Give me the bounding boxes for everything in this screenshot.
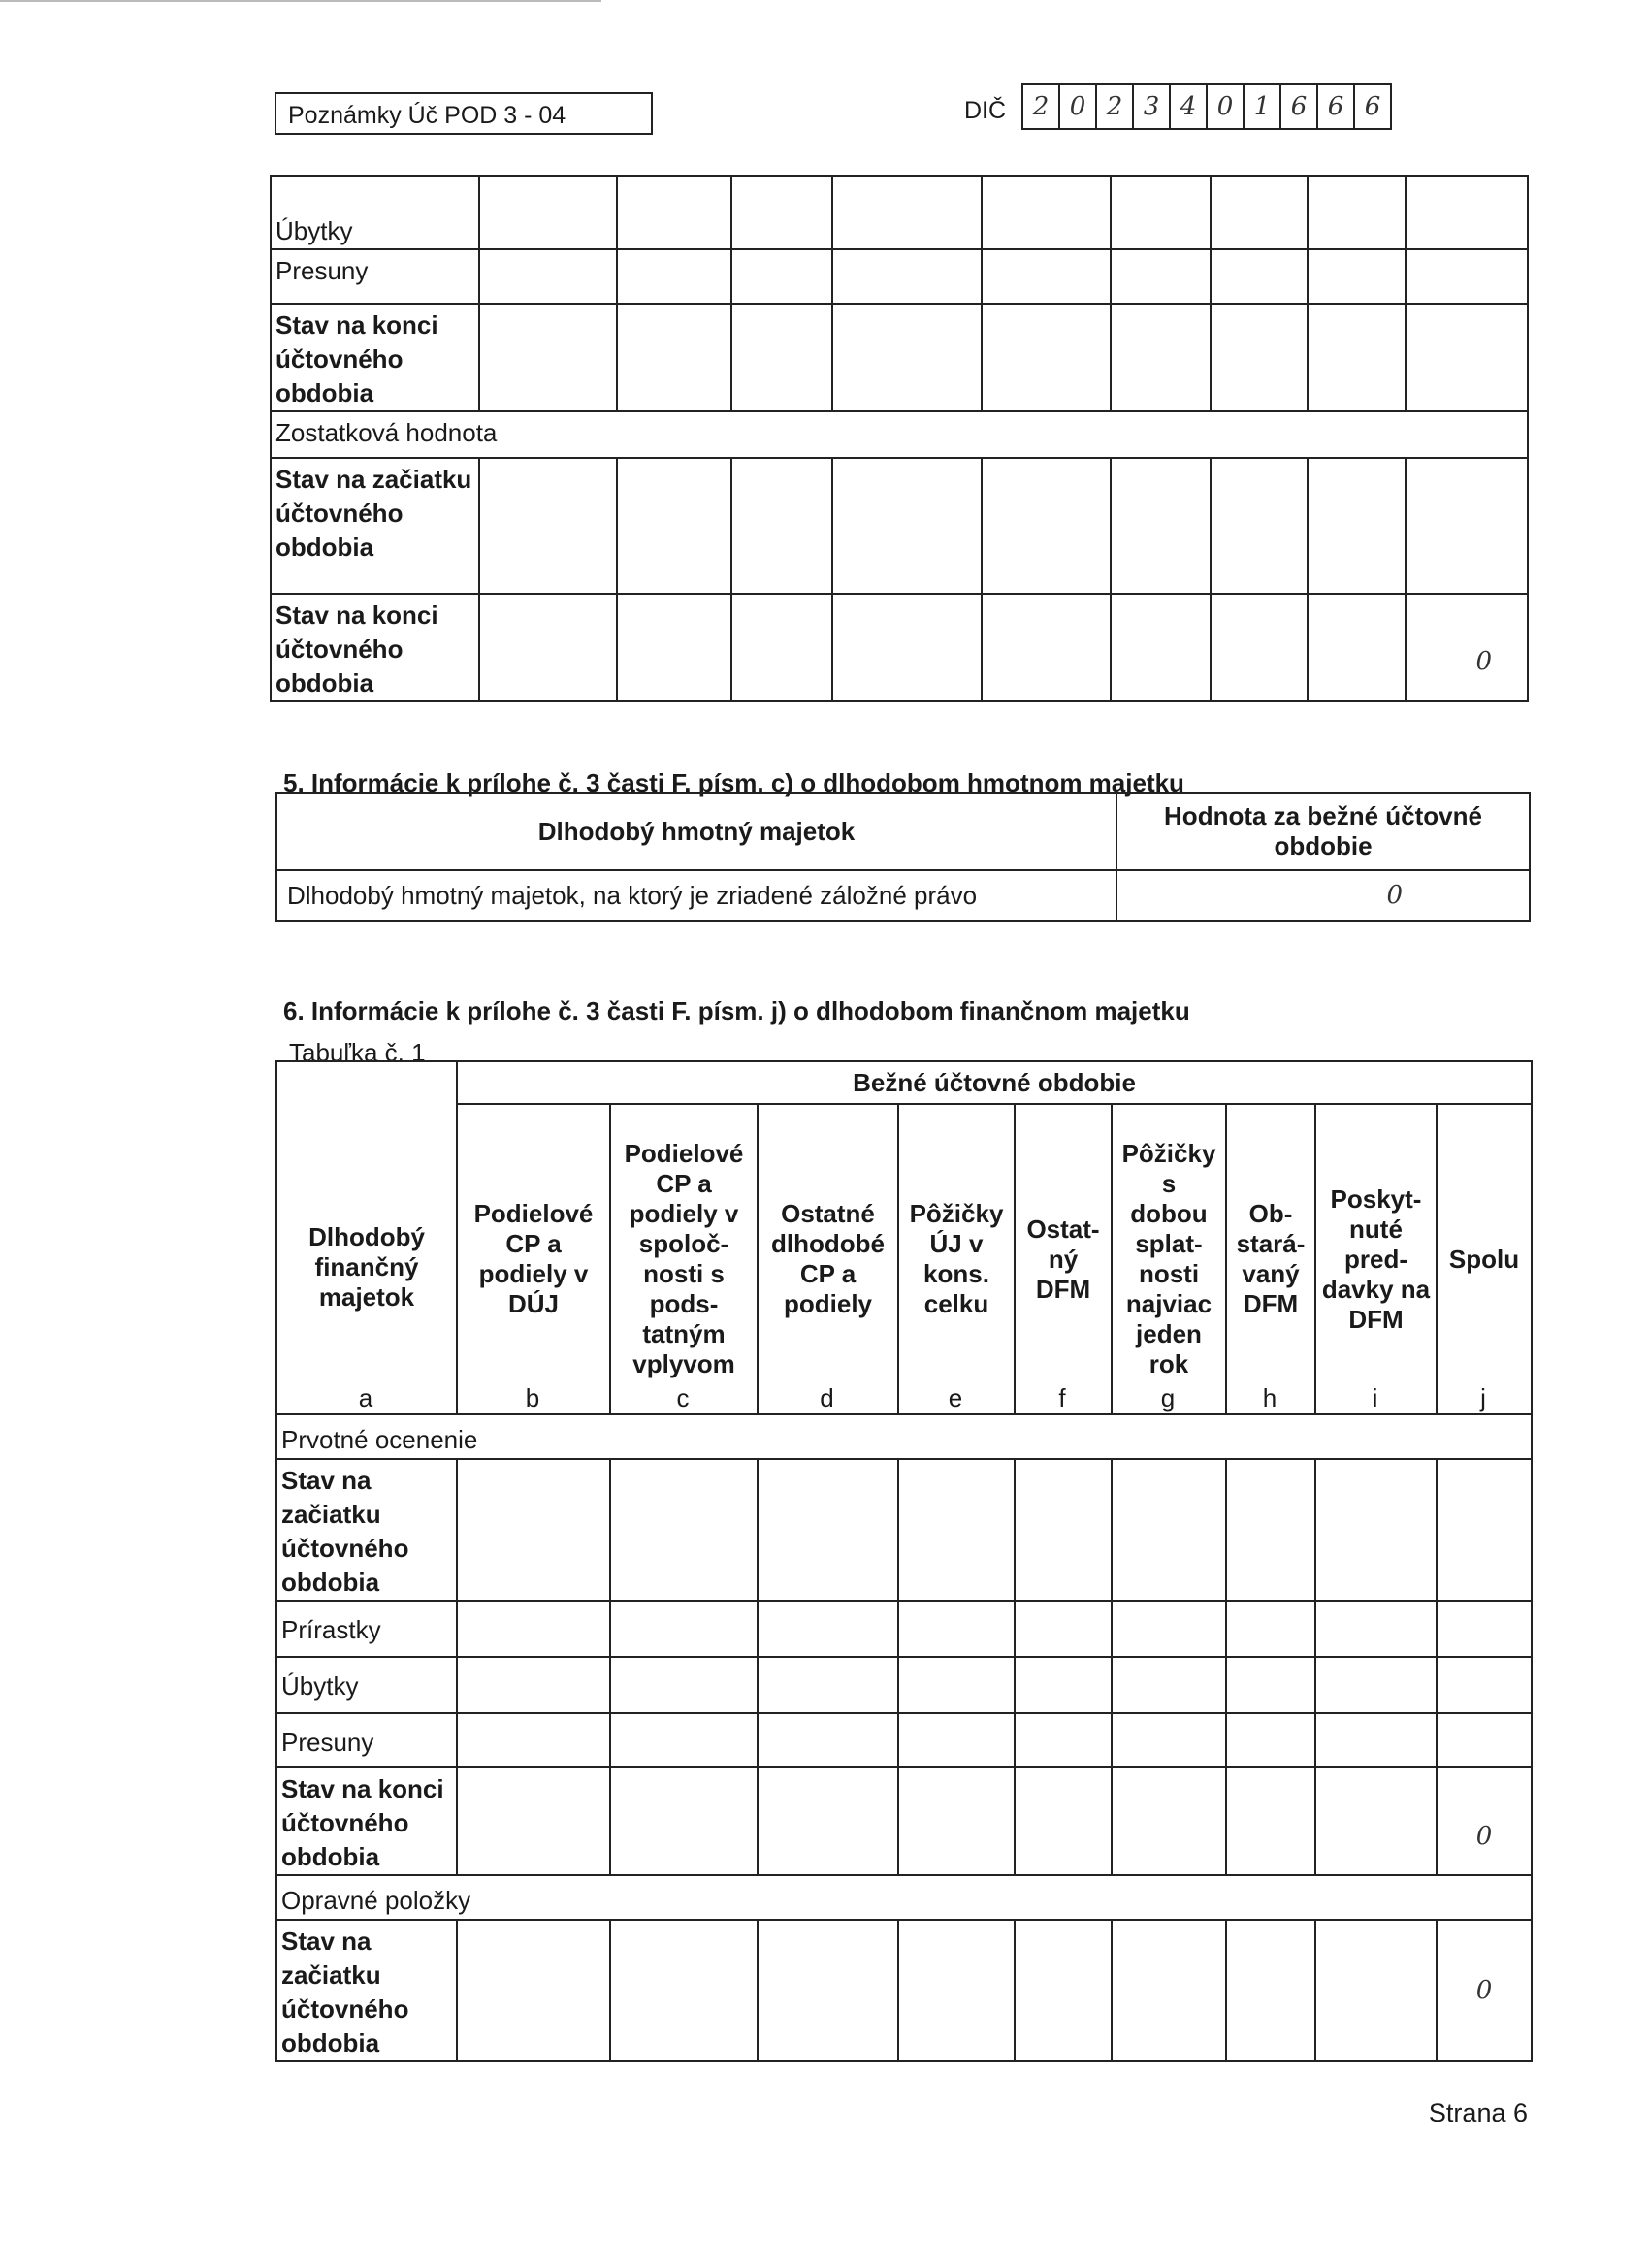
cell[interactable] [1111, 176, 1211, 249]
cell[interactable] [610, 1920, 758, 2061]
row-label-stav-konci: Stav na konci účtovného obdobia [271, 304, 479, 411]
cell[interactable] [1015, 1601, 1112, 1657]
table-row [271, 176, 1528, 249]
cell[interactable] [731, 176, 832, 249]
row-label-stav-zaciatku: Stav na začiatku účtovného obdobia [271, 458, 479, 594]
section5-row-label: Dlhodobý hmotný majetok, na ktorý je zriadené záložné právo [276, 870, 1116, 921]
column-letters [275, 1383, 1531, 1414]
cell[interactable] [758, 1601, 898, 1657]
table-row [276, 1601, 1532, 1657]
cell[interactable] [731, 304, 832, 411]
cell[interactable] [617, 176, 731, 249]
row-label-stav-konci: Stav na konci účtovného obdobia [276, 1767, 457, 1875]
cell[interactable] [1226, 1767, 1315, 1875]
cell[interactable] [1211, 594, 1308, 701]
section5-table [275, 792, 1531, 922]
col-header-b: Podielové CP a podiely v DÚJ [457, 1104, 610, 1414]
cell[interactable] [457, 1920, 610, 2061]
col-letter-g: g [1160, 1383, 1176, 1412]
cell[interactable] [617, 304, 731, 411]
section5-title: 5. Informácie k prílohe č. 3 časti F. písm. c) o dlhodobom hmotnom majetku [283, 768, 1184, 797]
cell[interactable] [1226, 1657, 1315, 1713]
table-row [276, 1061, 1532, 1104]
table-row [276, 1414, 1532, 1459]
cell[interactable] [1315, 1657, 1437, 1713]
section5-row-value: 0 [1116, 870, 1530, 921]
cell[interactable] [1211, 249, 1308, 304]
cell[interactable] [1111, 249, 1211, 304]
col-letter-h: h [1262, 1383, 1277, 1412]
cell[interactable] [610, 1459, 758, 1601]
dic-cells [1021, 83, 1392, 130]
table-row [271, 411, 1528, 458]
cell[interactable] [1437, 1657, 1532, 1713]
row-label-ubytky: Úbytky [276, 1657, 457, 1713]
cell[interactable] [1315, 1459, 1437, 1601]
table-row [271, 304, 1528, 411]
row-label-ubytky: Úbytky [271, 176, 479, 249]
cell[interactable] [898, 1657, 1015, 1713]
row-label-prvotne: Prvotné ocenenie [276, 1414, 1532, 1459]
table-row [271, 249, 1528, 304]
cell[interactable] [617, 594, 731, 701]
value-stav-zaciatku-2: 0 [1437, 1920, 1532, 2061]
dic-digit: 1 [1245, 85, 1281, 128]
form-id: Poznámky Úč POD 3 - 04 [288, 102, 566, 129]
col-header-a: Dlhodobý finančný majetok [276, 1061, 457, 1414]
cell[interactable] [832, 249, 982, 304]
cell[interactable] [479, 176, 617, 249]
col-header-g: Pôžičky s dobou splat- nosti najviac jeden rok [1112, 1104, 1226, 1414]
value-stav-konci: 0 [1437, 1767, 1532, 1875]
cell[interactable] [898, 1713, 1015, 1767]
cell[interactable] [1112, 1657, 1226, 1713]
cell[interactable] [832, 594, 982, 701]
dic-digit: 3 [1134, 85, 1171, 128]
row-label-opravne: Opravné položky [276, 1875, 1532, 1920]
dic-digit: 0 [1060, 85, 1097, 128]
table-row [276, 870, 1530, 921]
cell[interactable] [1015, 1920, 1112, 2061]
row-label-zostatkova: Zostatková hodnota [271, 411, 1528, 458]
dic-digit: 6 [1355, 85, 1392, 128]
cell[interactable] [1406, 176, 1528, 249]
dic-digit: 2 [1097, 85, 1134, 128]
col-header-i: Poskyt- nuté pred- davky na DFM [1315, 1104, 1437, 1414]
cell[interactable] [1308, 304, 1406, 411]
col-letter-f: f [1058, 1383, 1066, 1412]
table-row [276, 1767, 1532, 1875]
col-letter-e: e [948, 1383, 963, 1412]
cell[interactable] [982, 594, 1111, 701]
cell[interactable] [1226, 1713, 1315, 1767]
table-row [276, 793, 1530, 870]
cell[interactable] [982, 176, 1111, 249]
scan-edge-line [0, 0, 601, 2]
col-header-c: Podielové CP a podiely v spoloč- nosti s pods- tatným vplyvom [610, 1104, 758, 1414]
cell[interactable] [1112, 1601, 1226, 1657]
dic-digit: 0 [1208, 85, 1245, 128]
cell[interactable] [457, 1713, 610, 1767]
table-row [276, 1713, 1532, 1767]
cell[interactable] [1308, 249, 1406, 304]
table-row [276, 1657, 1532, 1713]
cell[interactable] [1226, 1601, 1315, 1657]
cell[interactable] [1211, 176, 1308, 249]
col-header-f: Ostat- ný DFM [1015, 1104, 1112, 1414]
cell[interactable] [832, 176, 982, 249]
dic-digit: 6 [1318, 85, 1355, 128]
cell[interactable] [1112, 1767, 1226, 1875]
cell[interactable] [1015, 1459, 1112, 1601]
col-header-j: Spolu [1437, 1104, 1532, 1414]
row-label-presuny: Presuny [276, 1713, 457, 1767]
value-stav-konci: 0 [1406, 594, 1528, 701]
section5-col2-header: Hodnota za bežné účtovné obdobie [1116, 793, 1530, 870]
cell[interactable] [1226, 1920, 1315, 2061]
cell[interactable] [1308, 176, 1406, 249]
cell[interactable] [610, 1767, 758, 1875]
cell[interactable] [758, 1459, 898, 1601]
cell[interactable] [898, 1920, 1015, 2061]
cell[interactable] [1406, 249, 1528, 304]
cell[interactable] [982, 304, 1111, 411]
dic-digit: 4 [1171, 85, 1208, 128]
cell[interactable] [1112, 1920, 1226, 2061]
row-label-stav-konci-2: Stav na konci účtovného obdobia [271, 594, 479, 701]
col-letter-i: i [1372, 1383, 1378, 1412]
cell[interactable] [1111, 594, 1211, 701]
cell[interactable] [1437, 1713, 1532, 1767]
cell[interactable] [617, 458, 731, 594]
cell[interactable] [457, 1459, 610, 1601]
cell[interactable] [1308, 594, 1406, 701]
cell[interactable] [758, 1713, 898, 1767]
section5-col1-header: Dlhodobý hmotný majetok [276, 793, 1116, 870]
cell[interactable] [898, 1601, 1015, 1657]
cell[interactable] [1112, 1459, 1226, 1601]
cell[interactable] [1315, 1920, 1437, 2061]
section6-title: 6. Informácie k prílohe č. 3 časti F. písm. j) o dlhodobom finančnom majetku [283, 996, 1190, 1025]
cell[interactable] [832, 304, 982, 411]
section6-table [275, 1060, 1533, 2062]
cell[interactable] [758, 1920, 898, 2061]
cell[interactable] [1406, 458, 1528, 594]
row-label-prirastky: Prírastky [276, 1601, 457, 1657]
cell[interactable] [1015, 1713, 1112, 1767]
cell[interactable] [617, 249, 731, 304]
cell[interactable] [479, 304, 617, 411]
cell[interactable] [898, 1459, 1015, 1601]
col-letter-b: b [525, 1383, 540, 1412]
row-label-presuny: Presuny [271, 249, 479, 304]
cell[interactable] [1015, 1767, 1112, 1875]
cell[interactable] [1211, 304, 1308, 411]
table-caption: Tabuľka č. 1 [289, 1038, 426, 1067]
cell[interactable] [982, 249, 1111, 304]
col-header-e: Pôžičky ÚJ v kons. celku [898, 1104, 1015, 1414]
cell[interactable] [1226, 1459, 1315, 1601]
dic-digit: 6 [1281, 85, 1318, 128]
cell[interactable] [1315, 1713, 1437, 1767]
cell[interactable] [898, 1767, 1015, 1875]
col-header-h: Ob- stará- vaný DFM [1226, 1104, 1315, 1414]
table-row [271, 594, 1528, 701]
cell[interactable] [731, 594, 832, 701]
col-letter-c: c [676, 1383, 690, 1412]
cell[interactable] [1437, 1459, 1532, 1601]
cell[interactable] [1437, 1601, 1532, 1657]
cell[interactable] [758, 1767, 898, 1875]
cell[interactable] [1111, 304, 1211, 411]
col-letter-d: d [820, 1383, 834, 1412]
table-row [271, 458, 1528, 594]
cell[interactable] [457, 1657, 610, 1713]
cell[interactable] [1112, 1713, 1226, 1767]
cell[interactable] [610, 1657, 758, 1713]
col-letter-j: j [1480, 1383, 1486, 1412]
cell[interactable] [758, 1657, 898, 1713]
form-id-box [275, 92, 653, 135]
cell[interactable] [479, 249, 617, 304]
row-label-stav-zaciatku-2: Stav na začiatku účtovného obdobia [276, 1920, 457, 2061]
cell[interactable] [457, 1601, 610, 1657]
cell[interactable] [1211, 458, 1308, 594]
cell[interactable] [610, 1601, 758, 1657]
cell[interactable] [457, 1767, 610, 1875]
row-label-stav-zaciatku: Stav na začiatku účtovného obdobia [276, 1459, 457, 1601]
col-header-d: Ostatné dlhodobé CP a podiely [758, 1104, 898, 1414]
period-header: Bežné účtovné obdobie [457, 1061, 1532, 1104]
cell[interactable] [1308, 458, 1406, 594]
dic-digit: 2 [1023, 85, 1060, 128]
table-row [276, 1104, 1532, 1414]
top-table [270, 175, 1529, 702]
cell[interactable] [1406, 304, 1528, 411]
cell[interactable] [731, 249, 832, 304]
dic-label: DIČ [964, 97, 1007, 124]
cell[interactable] [982, 458, 1111, 594]
cell[interactable] [479, 458, 617, 594]
cell[interactable] [1111, 458, 1211, 594]
cell[interactable] [1315, 1601, 1437, 1657]
cell[interactable] [1315, 1767, 1437, 1875]
table-row [276, 1875, 1532, 1920]
col-letter-a: a [358, 1383, 373, 1412]
cell[interactable] [731, 458, 832, 594]
cell[interactable] [1015, 1657, 1112, 1713]
page-number: Strana 6 [1428, 2098, 1528, 2127]
table-row [276, 1459, 1532, 1601]
table-row [276, 1920, 1532, 2061]
cell[interactable] [479, 594, 617, 701]
cell[interactable] [832, 458, 982, 594]
cell[interactable] [610, 1713, 758, 1767]
